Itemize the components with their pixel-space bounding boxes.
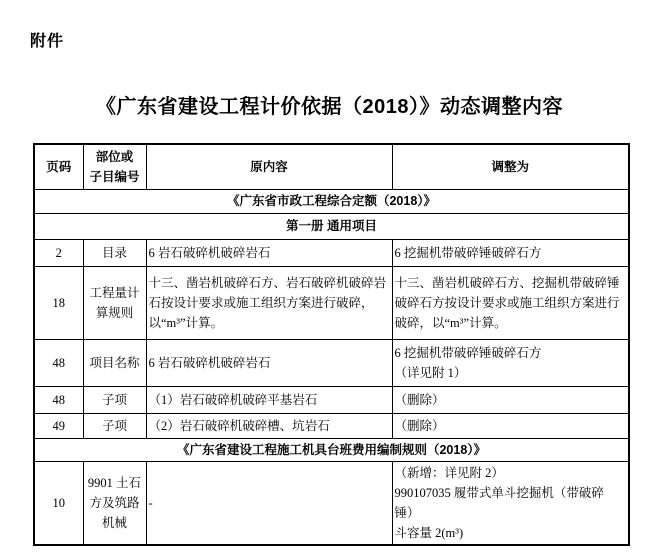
page-title: 《广东省建设工程计价依据（2018）》动态调整内容 xyxy=(96,96,563,118)
table-row xyxy=(34,461,629,545)
cell-item: 子项 xyxy=(83,413,146,438)
attachment-label: 附件 xyxy=(30,33,65,50)
cell-page: 2 xyxy=(34,239,83,266)
cell-original: （1）岩石破碎机破碎平基岩石 xyxy=(146,386,392,413)
header-cell-page: 页码 xyxy=(34,144,83,189)
cell-page: 48 xyxy=(34,339,83,386)
cell-page: 18 xyxy=(34,266,83,339)
table-row xyxy=(34,239,629,266)
cell-original: 十三、凿岩机破碎石方、岩石破碎机破碎岩石按设计要求或施工组织方案进行破碎，以“m³”计算。 xyxy=(146,266,392,339)
header-cell-item-number: 部位或 子目编号 xyxy=(83,144,146,189)
cell-item: 工程量计 算规则 xyxy=(83,266,146,339)
cell-page: 49 xyxy=(34,413,83,438)
table-header-row xyxy=(34,144,629,189)
section-row xyxy=(34,438,629,461)
section-row xyxy=(34,189,629,213)
adjustment-table xyxy=(33,143,630,546)
cell-page: 10 xyxy=(34,461,83,545)
section-header-volume-one: 第一册 通用项目 xyxy=(34,213,629,239)
section-header-machinery-rules: 《广东省建设工程施工机具台班费用编制规则（2018）》 xyxy=(34,438,629,461)
cell-item: 9901 土石 方及筑路 机械 xyxy=(83,461,146,545)
cell-adjusted: 十三、凿岩机破碎石方、挖掘机带破碎锤破碎石方按设计要求或施工组织方案进行破碎，以“m³”计算。 xyxy=(392,266,629,339)
cell-adjusted: 6 挖掘机带破碎锤破碎石方 （详见附 1） xyxy=(392,339,629,386)
cell-adjusted: （新增：详见附 2） 990107035 履带式单斗挖掘机（带破碎锤） 斗容量 2(m³) xyxy=(392,461,629,545)
table-row xyxy=(34,386,629,413)
header-cell-original-content: 原内容 xyxy=(146,144,392,189)
cell-item: 子项 xyxy=(83,386,146,413)
cell-adjusted: （删除） xyxy=(392,386,629,413)
cell-original: 6 岩石破碎机破碎岩石 xyxy=(146,339,392,386)
table-row xyxy=(34,339,629,386)
cell-original: - xyxy=(146,461,392,545)
cell-adjusted: 6 挖掘机带破碎锤破碎石方 xyxy=(392,239,629,266)
cell-original: （2）岩石破碎机破碎槽、坑岩石 xyxy=(146,413,392,438)
cell-item: 项目名称 xyxy=(83,339,146,386)
section-header-municipal-quota: 《广东省市政工程综合定额（2018）》 xyxy=(34,189,629,213)
table-row xyxy=(34,266,629,339)
section-row xyxy=(34,213,629,239)
cell-item: 目录 xyxy=(83,239,146,266)
table-row xyxy=(34,413,629,438)
header-cell-adjusted-to: 调整为 xyxy=(392,144,629,189)
cell-adjusted: （删除） xyxy=(392,413,629,438)
cell-original: 6 岩石破碎机破碎岩石 xyxy=(146,239,392,266)
cell-page: 48 xyxy=(34,386,83,413)
